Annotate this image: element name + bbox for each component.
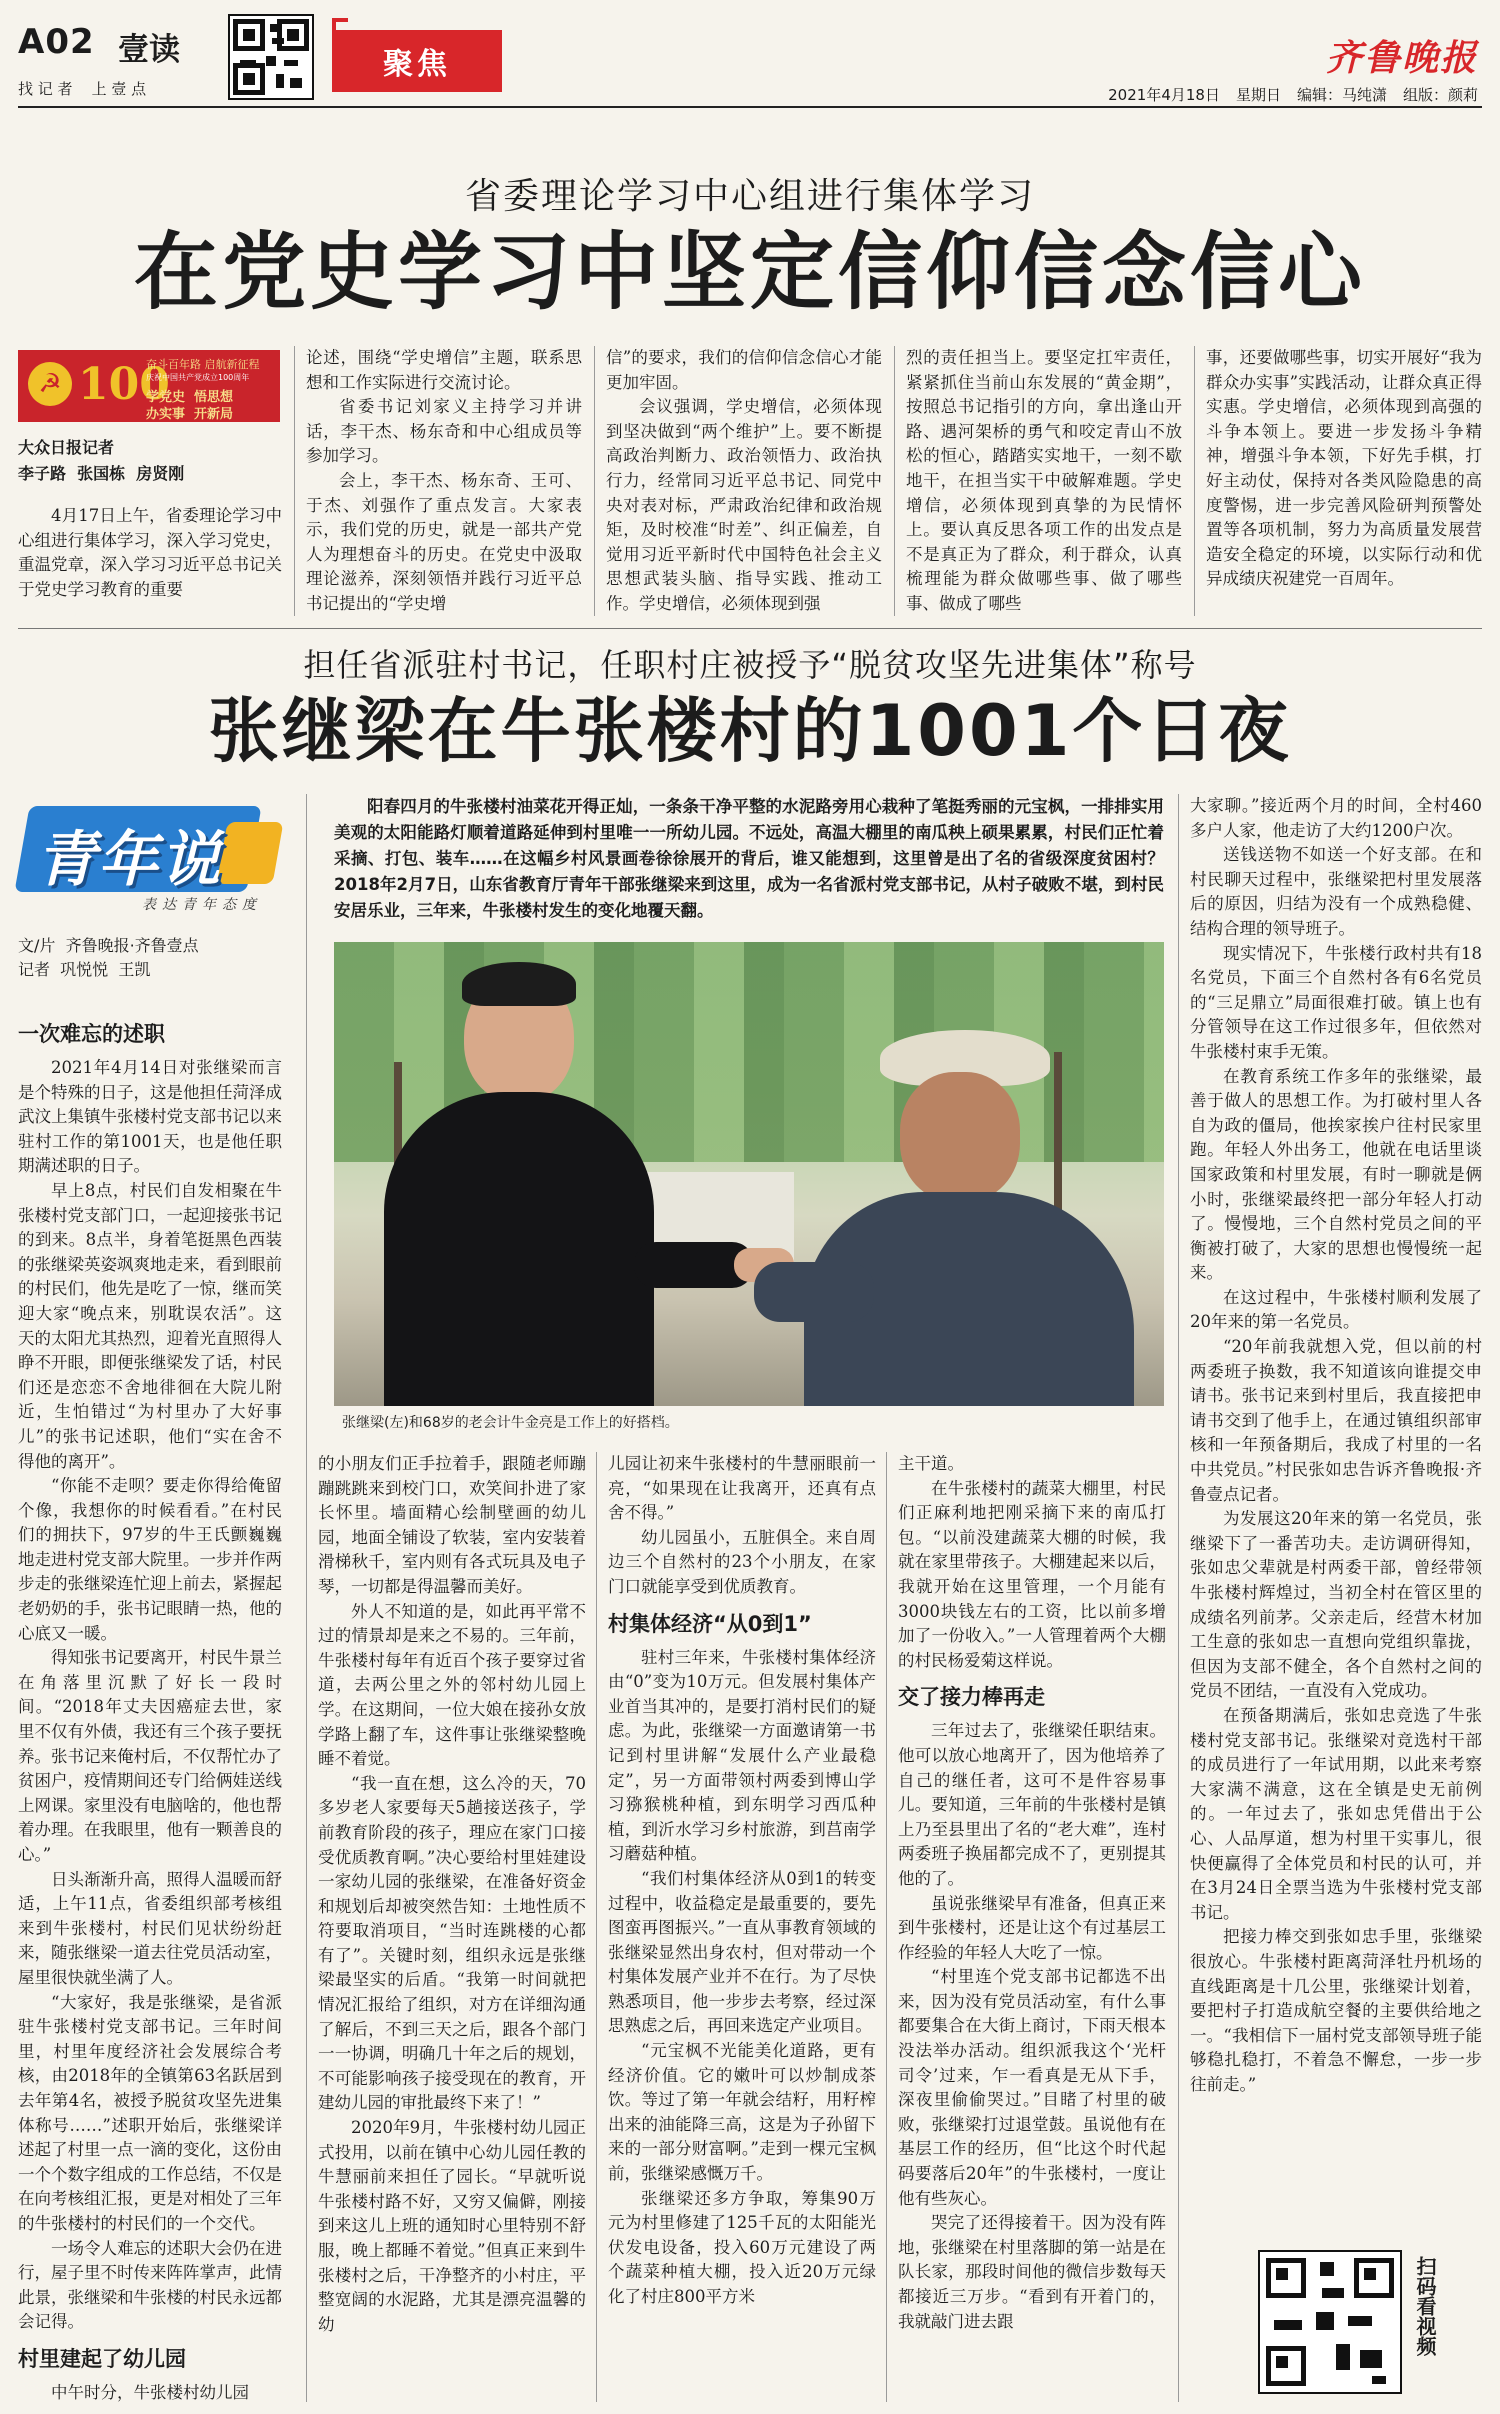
column-logo-subtitle: 表达青年态度	[142, 897, 262, 913]
article2-col-b2	[608, 1452, 876, 2402]
paragraph: “我们村集体经济从0到1的转变过程中，收益稳定是最重要的，要先图蛮再图振兴。”一直从事教育领域的张继梁显然出身农村，但对带动一个村集体发展产业并不在行。为了尽快熟悉项目，他一步步去考察，经过深思熟虑之后，再回来选定产业项目。	[608, 1868, 876, 2036]
paragraph: 会上，李干杰、杨东奇、王可、于杰、刘强作了重点发言。大家表示，我们党的历史，就是一部共产党人为理想奋斗的历史。在党史中汲取理论滋养，深刻领悟并践行习近平总书记提出的“学史增	[306, 470, 582, 613]
paragraph: 外人不知道的是，如此再平常不过的情景却是来之不易的。三年前，牛张楼村每年有近百个孩子要穿过省道，去两公里之外的邻村幼儿园上学。在这期间，一位大娘在接孙女放学路上翻了车，这件事让张继梁整晚睡不着觉。	[318, 1601, 586, 1769]
subhead: 一次难忘的述职	[18, 1022, 165, 1046]
video-qr-label: 扫码看视频	[1413, 2256, 1437, 2356]
article2-col-right	[1190, 794, 1482, 2246]
article1-reporter-label: 大众日报记者	[18, 438, 115, 457]
paragraph: “元宝枫不光能美化道路，更有经济价值。它的嫩叶可以炒制成茶饮。等过了第一年就会结籽，用籽榨出来的油能降三高，这是为子孙留下来的一部分财富啊。”走到一棵元宝枫前，张继梁感慨万千。	[608, 2041, 876, 2184]
paragraph: 主干道。	[898, 1454, 964, 1473]
header-qr-code	[228, 14, 314, 100]
paragraph: “你能不走呗？要走你得给俺留个像，我想你的时候看看。”在村民们的拥扶下，97岁的牛王氏颤巍巍地走进村党支部大院里。一步并作两步走的张继梁连忙迎上前去，紧握起老奶奶的手，张书记眼睛一热，他的心底又一暖。	[18, 1476, 282, 1643]
article2-kicker: 担任省派驻村书记，任职村庄被授予“脱贫攻坚先进集体”称号	[303, 646, 1197, 684]
paragraph: 儿园让初来牛张楼村的牛慧丽眼前一亮，“如果现在让我离开，还真有点舍不得。”	[608, 1454, 876, 1523]
header-slogan: 找 记 者 上 壹 点	[18, 80, 147, 98]
paragraph: “20年前我就想入党，但以前的村两委班子换数，我不知道该向谁提交申请书。张书记来到村里后，我直接把申请书交到了他手上，在通过镇组织部审核和一年预备期后，我成了村里的一名中共党员。”村民张如忠告诉齐鲁晚报·齐鲁壹点记者。	[1190, 1337, 1482, 1504]
article1-kicker: 省委理论学习中心组进行集体学习	[464, 176, 1035, 217]
article2-byline-1: 文/片 齐鲁晚报·齐鲁壹点	[18, 936, 199, 955]
article2-byline-2: 记者 巩悦悦 王凯	[18, 960, 151, 979]
column-logo-text: 青年说	[36, 825, 222, 895]
paragraph: 得知张书记要离开，村民牛景兰在角落里沉默了好长一段时间。“2018年丈夫因癌症去世，家里不仅有外债，我还有三个孩子要抚养。张书记来俺村后，不仅帮忙办了贫困户，疫情期间还专门给俩娃送线上网课。家里没有电脑啥的，他也帮着办理。在我眼里，他有一颗善良的心。”	[18, 1648, 282, 1864]
paragraph: 会议强调，学史增信，必须体现到坚决做到“两个维护”上。要不断提高政治判断力、政治领悟力、政治执行力，经常同习近平总书记、同党中央对表对标，严肃政治纪律和政治规矩，及时校准“时差”、纠正偏差，自觉用习近平新时代中国特色社会主义思想武装头脑、指导实践、推动工作。学史增信，必须体现到强	[606, 397, 882, 613]
paragraph: 哭完了还得接着干。因为没有阵地，张继梁在村里落脚的第一站是在队长家，那段时间他的微信步数每天都接近三万步。“看到有开着门的，我就敲门进去跟	[898, 2213, 1166, 2331]
banner-slogan2: 办实事 开新局	[146, 407, 234, 422]
video-qr-code[interactable]	[1258, 2250, 1402, 2394]
banner-line2: 庆祝中国共产党成立100周年	[146, 373, 250, 382]
paragraph: 虽说张继梁早有准备，但真正来到牛张楼村，还是让这个有过基层工作经验的年轻人大吃了一惊。	[898, 1893, 1166, 1962]
paragraph: 在这过程中，牛张楼村顺利发展了20年来的第一名党员。	[1190, 1287, 1482, 1332]
paragraph: “村里连个党支部书记都选不出来，因为没有党员活动室，有什么事都要集合在大街上商讨，下雨天根本没法举办活动。组织派我这个‘光杆司令’过来，乍一看真是无从下手，深夜里偷偷哭过。”目睹了村里的破败，张继梁打过退堂鼓。虽说他有在基层工作的经历，但“比这个时代起码要落后20年”的牛张楼村，一度让他有些灰心。	[898, 1967, 1166, 2208]
paragraph: 日头渐渐升高，照得人温暖而舒适，上午11点，省委组织部考核组来到牛张楼村，村民们见状纷纷赶来，随张继梁一道去往党员活动室，屋里很快就坐满了人。	[18, 1869, 282, 1987]
paragraph: 烈的责任担当上。要坚定扛牢责任，紧紧抓住当前山东发展的“黄金期”，按照总书记指引的方向，拿出逢山开路、遇河架桥的勇气和咬定青山不放松的恒心，踏踏实实地干，一刻不歇地干，在担当实干中破解难题。学史增信，必须体现到真挚的为民情怀上。要认真反思各项工作的出发点是不是真正为了群众，利于群众，认真梳理能为群众做哪些事、做了哪些事、做成了哪些	[906, 348, 1182, 613]
header-meta	[1108, 84, 1478, 105]
paragraph: 大家聊。”接近两个月的时间，全村460多户人家，他走访了大约1200户次。	[1190, 796, 1482, 840]
subhead: 村集体经济“从0到1”	[608, 1611, 812, 1636]
paragraph: 幼儿园虽小，五脏俱全。来自周边三个自然村的23个小朋友，在家门口就能享受到优质教育。	[608, 1527, 876, 1596]
party-emblem-icon: ☭	[28, 362, 72, 406]
banner-slogan1: 学党史 悟思想	[146, 390, 234, 405]
column-logo-youth	[22, 796, 312, 916]
article1-col-1	[18, 504, 282, 616]
paragraph: 在牛张楼村的蔬菜大棚里，村民们正麻利地把刚采摘下来的南瓜打包。“以前没建蔬菜大棚的时候，我就在家里带孩子。大棚建起来以后，我就开始在这里管理，一个月能有3000块钱左右的工资，比以前多增加了一份收入。”一人管理着两个大棚的村民杨爱菊这样说。	[898, 1478, 1166, 1670]
article2-col-b1	[318, 1452, 586, 2402]
article1-col-2	[306, 346, 582, 616]
article2-lead	[334, 794, 1164, 930]
subhead: 村里建起了幼儿园	[18, 2346, 186, 2371]
paragraph: 张继梁还多方争取，筹集90万元为村里修建了125千瓦的太阳能光伏发电设备，投入60万元建设了两个蔬菜种植大棚，投入近20万元绿化了村庄800平方米	[608, 2188, 876, 2306]
section-tab	[332, 30, 502, 92]
paragraph: 驻村三年来，牛张楼村集体经济由“0”变为10万元。但发展村集体产业首当其冲的，是要打消村民们的疑虑。为此，张继梁一方面邀请第一书记到村里讲解“发展什么产业最稳定”，另一方面带领村两委到博山学习猕猴桃种植，到东明学习西瓜种植，到沂水学习乡村旅游，到莒南学习蘑菇种植。	[608, 1647, 876, 1864]
lead-paragraph: 阳春四月的牛张楼村油菜花开得正灿，一条条干净平整的水泥路旁用心栽种了笔挺秀丽的元宝枫，一排排实用美观的太阳能路灯顺着道路延伸到村里唯一一所幼儿园。不远处，高温大棚里的南瓜秧上硕果累累，村民们正忙着采摘、打包、装车……在这幅乡村风景画卷徐徐展开的背后，谁又能想到，这里曾是出了名的省级深度贫困村？2018年2月7日，山东省教育厅青年干部张继梁来到这里，成为一名省派村党支部书记，从村子破败不堪，到村民安居乐业，三年来，牛张楼村发生的变化地覆天翻。	[334, 797, 1164, 920]
designer-credit: 组版：颜莉	[1402, 86, 1478, 104]
paragraph: 论述，围绕“学史增信”主题，联系思想和工作实际进行交流讨论。	[306, 348, 582, 392]
paragraph: 事，还要做哪些事，切实开展好“我为群众办实事”实践活动，让群众真正得实惠。学史增信，必须体现到高强的斗争本领上。要进一步发扬斗争精神，增强斗争本领，下好先手棋，打好主动仗，保持对各类风险隐患的高度警惕，进一步完善风险研判预警处置等各项机制，努力为高质量发展营造安全稳定的环境，以实际行动和优异成绩庆祝建党一百周年。	[1206, 348, 1482, 589]
page-name: 壹读	[118, 32, 180, 68]
paragraph: 2021年4月14日对张继梁而言是个特殊的日子，这是他担任菏泽成武汶上集镇牛张楼村党支部书记以来驻村工作的第1001天，也是他任职期满述职的日子。	[18, 1058, 282, 1176]
person-right	[334, 942, 1164, 1440]
issue-date: 2021年4月18日	[1108, 86, 1220, 104]
paragraph: 把接力棒交到张如忠手里，张继梁很放心。牛张楼村距离菏泽牡丹机场的直线距离是十几公里，张继梁计划着，要把村子打造成航空餐的主要供给地之一。“我相信下一届村党支部领导班子能够稳扎稳打，不着急不懈怠，一步一步往前走。”	[1190, 1927, 1482, 2094]
paragraph: 的小朋友们正手拉着手，跟随老师蹦蹦跳跳来到校门口，欢笑间扑进了家长怀里。墙面精心绘制壁画的幼儿园，地面全铺设了软装，室内安装着滑梯秋千，室内则有各式玩具及电子琴，一切都是得温馨而美好。	[318, 1454, 586, 1596]
paragraph: 2020年9月，牛张楼村幼儿园正式投用，以前在镇中心幼儿园任教的牛慧丽前来担任了园长。“早就听说牛张楼村路不好，又穷又偏僻，刚接到来这儿上班的通知时心里特别不舒服，晚上都睡不着觉。”但真正来到牛张楼村之后，干净整齐的小村庄，平整宽阔的水泥路，尤其是漂亮温馨的幼	[318, 2118, 586, 2334]
paragraph: 现实情况下，牛张楼行政村共有18名党员，下面三个自然村各有6名党员的“三足鼎立”局面很难打破。镇上也有分管领导在这工作过很多年，但依然对牛张楼村束手无策。	[1190, 943, 1482, 1061]
article2-col-b3	[898, 1452, 1166, 2402]
subhead: 交了接力棒再走	[898, 1685, 1045, 1710]
paragraph: 中午时分，牛张楼村幼儿园	[51, 2382, 249, 2402]
paragraph: 4月17日上午，省委理论学习中心组进行集体学习，深入学习党史，重温党章，深入学习习近平总书记关于党史学习教育的重要	[18, 506, 282, 599]
issue-weekday: 星期日	[1235, 86, 1281, 104]
section-label: 聚焦	[383, 47, 451, 82]
paragraph: 送钱送物不如送一个好支部。在和村民聊天过程中，张继梁把村里发展落后的原因，归结为没有一个成熟稳健、结构合理的领导班子。	[1190, 845, 1482, 938]
paragraph: 一场令人难忘的述职大会仍在进行，屋子里不时传来阵阵掌声，此情此景，张继梁和牛张楼的村民永远都会记得。	[18, 2238, 282, 2332]
article1-col-4	[906, 346, 1182, 616]
paragraph: “我一直在想，这么冷的天，70多岁老人家要每天5趟接送孩子，学前教育阶段的孩子，理应在家门口接受优质教育啊。”决心要给村里娃建设一家幼儿园的张继梁，在准备好资金和规划后却被突然告知：土地性质不符要取消项目，“当时连跳楼的心都有了”。关键时刻，组织永远是张继梁最坚实的后盾。“我第一时间就把情况汇报给了组织，对方在详细沟通了解后，不到三天之后，跟各个部门一一协调，明确几十年之后的规划，不可能影响孩子接受现在的教育，开建幼儿园的审批最终下来了！”	[318, 1773, 586, 2113]
paragraph: 三年过去了，张继梁任职结束。他可以放心地离开了，因为他培养了自己的继任者，这可不是件容易事儿。要知道，三年前的牛张楼村是镇上乃至县里出了名的“老大难”，连村两委班子换届都完成不了，更别提其他的了。	[898, 1721, 1166, 1888]
editor-credit: 编辑：马纯潇	[1296, 86, 1387, 104]
paragraph: 早上8点，村民们自发相聚在牛张楼村党支部门口，一起迎接张书记的到来。8点半，身着笔挺黑色西装的张继梁英姿飒爽地走来，看到眼前的村民们，他先是吃了一惊，继而笑迎大家“晚点来，别耽误农活”。这天的太阳尤其热烈，迎着光直照得人睁不开眼，即便张继梁发了话，村民们还是恋恋不舍地徘徊在大院儿附近，生怕错过“为村里办了大好事儿”的张书记述职，他们“实在舍不得他的离开”。	[18, 1180, 282, 1471]
banner-line1: 奋斗百年路 启航新征程	[146, 358, 260, 371]
paragraph: 在预备期满后，张如忠竞选了牛张楼村党支部书记。张继梁对竞选村干部的成员进行了一年试用期，以此来考察大家满不满意，这在全镇是史无前例的。一年过去了，张如忠凭借出于公心、人品厚道，想为村里干实事儿，很快便赢得了全体党员和村民的认可，并在3月24日全票当选为牛张楼村党支部书记。	[1190, 1705, 1482, 1922]
article1-col-3	[606, 346, 882, 616]
paragraph: 信”的要求，我们的信仰信念信心才能更加牢固。	[606, 348, 882, 392]
party-anniversary-banner: ☭ 100 奋斗百年路 启航新征程 庆祝中国共产党成立100周年 学党史 悟思想 办实事 开新局	[18, 350, 280, 422]
paragraph: 省委书记刘家义主持学习并讲话，李干杰、杨东奇和中心组成员等参加学习。	[306, 397, 582, 466]
paper-logo: 齐鲁晚报	[1325, 37, 1478, 79]
paragraph: 在教育系统工作多年的张继梁，最善于做人的思想工作。为打破村里人各自为政的僵局，他挨家挨户往村民家里跑。年轻人外出务工，他就在电话里谈国家政策和村里发展，有时一聊就是俩小时，张继梁最终把一部分年轻人打动了。慢慢地，三个自然村党员之间的平衡被打破了，大家的思想也慢慢统一起来。	[1190, 1066, 1482, 1283]
photo-caption: 张继梁(左)和68岁的老会计牛金亮是工作上的好搭档。	[334, 1406, 1164, 1440]
page-number: A02	[18, 22, 95, 62]
article2-title: 张继梁在牛张楼村的1001个日夜	[208, 690, 1292, 772]
paragraph: 为发展这20年来的第一名党员，张继梁下了一番苦功夫。走访调研得知，张如忠父辈就是村两委干部，曾经带领牛张楼村辉煌过，当初全村在管区里的成绩名列前茅。父亲走后，经营木材加工生意的张如忠一直想向党组织靠拢，但因为支部不健全，各个自然村之间的党员不团结，一直没有入党成功。	[1190, 1509, 1482, 1701]
article1-title: 在党史学习中坚定信仰信念信心	[133, 223, 1366, 321]
article2-col-left	[18, 1010, 282, 2402]
paragraph: “大家好，我是张继梁，是省派驻牛张楼村党支部书记。三年时间里，村里年度经济社会发展综合考核，由2018年的全镇第63名跃居到去年第4名，被授予脱贫攻坚先进集体称号……”述职开始后，张继梁详述起了村里一点一滴的变化，这份由一个个数字组成的工作总结，不仅是在向考核组汇报，更是对相处了三年的牛张楼村的村民们的一个交代。	[18, 1992, 282, 2233]
article1-col-5	[1206, 346, 1482, 616]
article1-reporters: 李子路 张国栋 房贤刚	[18, 464, 185, 483]
article-photo	[334, 942, 1164, 1440]
